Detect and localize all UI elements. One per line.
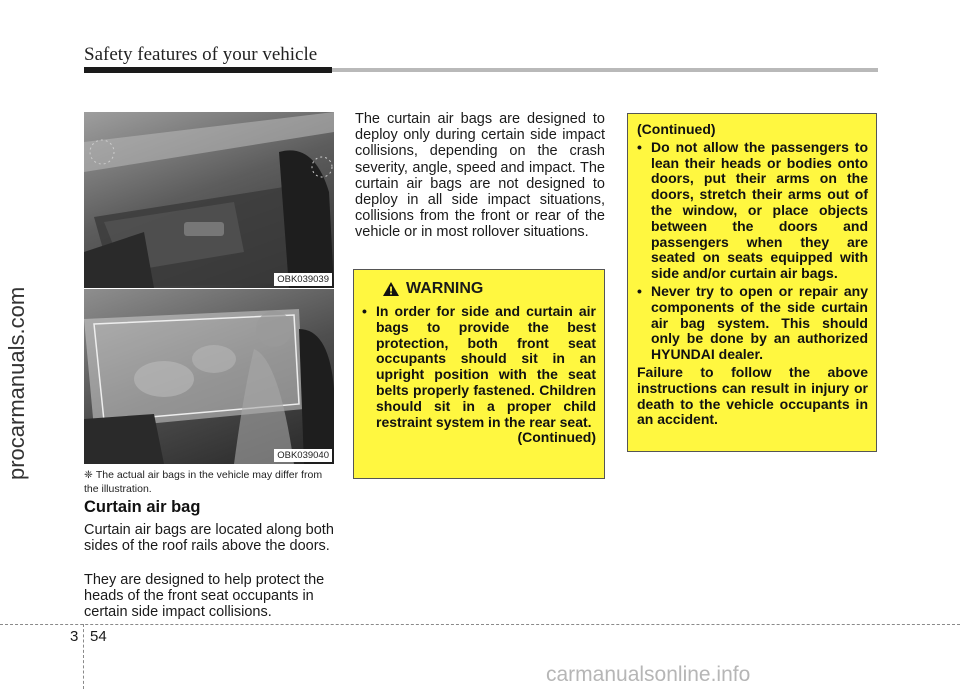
continued-bullet-2-text: Never try to open or repair any components of the side curtain air bag system. This should only be done by an authorized HYUNDAI dealer. — [651, 282, 868, 363]
left-paragraph-1: Curtain air bags are located along both sides of the roof rails above the doors. — [84, 522, 334, 555]
car-interior-door-drawing — [84, 112, 334, 288]
footer-divider — [83, 624, 84, 689]
note-text: The actual air bags in the vehicle may differ from the illustration. — [84, 469, 323, 495]
warning-title: WARNING — [406, 280, 484, 297]
chapter-number: 3 — [70, 628, 79, 645]
header-rule-accent — [84, 67, 332, 73]
figure-bottom-code: OBK039040 — [274, 449, 332, 462]
figure-top-code: OBK039039 — [274, 273, 332, 286]
warning-bullet: • In order for side and curtain air bags to provide the best protection, both front seat occupants should sit in an upright position with the seat belts properly fastened. Children should sit in a proper child restraint system in the rear seat. — [362, 303, 596, 430]
middle-paragraph: The curtain air bags are designed to deploy only during certain side impact collisions, depending on the crash severity, angle, speed and impact. The curtain air bags are not designed to deploy in all side impact situations, collisions from the front or rear of the vehicle or in most rollover situations. — [355, 111, 605, 241]
continued-closing: Failure to follow the above instructions can result in injury or death to the vehicle occupants in an accident. — [637, 363, 868, 428]
warning-continued: (Continued) — [517, 429, 596, 446]
warning-box — [353, 269, 605, 479]
figure-bottom-illustration — [84, 289, 334, 464]
footer-rule — [0, 624, 960, 625]
warning-bullet-text: In order for side and curtain air bags to provide the best protection, both front seat occupants should sit in an upright position with the seat belts properly fastened. Children should sit in a proper child restraint system in the rear seat. — [376, 303, 596, 430]
bottom-watermark: carmanualsonline.info — [546, 663, 751, 686]
left-paragraph-2: They are designed to help protect the heads of the front seat occupants in certain side impact collisions. — [84, 572, 325, 621]
warning-triangle-icon — [382, 281, 400, 297]
figure-note — [84, 468, 334, 496]
continued-bullet-2: • Never try to open or repair any components of the side curtain air bag system. This should only be done by an authorized HYUNDAI dealer. — [637, 282, 868, 363]
note-mark: ❈ — [84, 469, 93, 481]
curtain-airbag-deployed-drawing — [84, 289, 334, 464]
section-heading: Curtain air bag — [84, 498, 201, 516]
page-header-title: Safety features of your vehicle — [84, 44, 318, 65]
side-watermark: procarmanuals.com — [4, 286, 29, 480]
continued-box — [627, 113, 877, 452]
continued-bullet-1: • Do not allow the passengers to lean their heads or bodies onto doors, put their arms on the doors, stretch their arms out of the window, or place objects between the doors and passengers when they are seated on seats equipped with side and/or curtain air bags. — [637, 138, 868, 282]
continued-heading: (Continued) — [637, 121, 716, 137]
page-number: 54 — [90, 628, 107, 645]
figure-top-illustration — [84, 112, 334, 288]
warning-header — [382, 280, 596, 298]
continued-bullet-1-text: Do not allow the passengers to lean their heads or bodies onto doors, put their arms on the doors, stretch their arms out of the window, or place objects between the doors and passengers when they are seated on seats equipped with side and/or curtain air bags. — [651, 138, 868, 282]
